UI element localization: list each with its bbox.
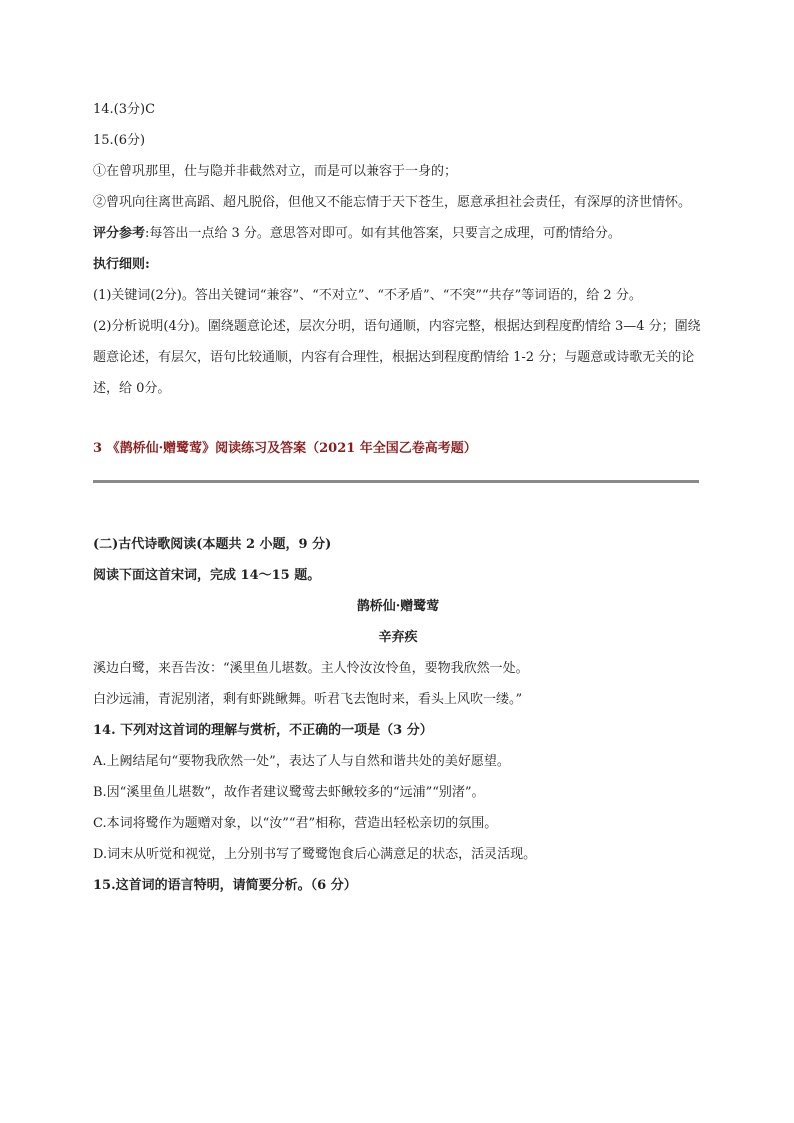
spacer	[93, 483, 703, 529]
exercise-heading: (二)古代诗歌阅读(本题共 2 小题，9 分)	[93, 537, 332, 552]
poem-line-1: 溪边白鹭，来吾告汝：“溪里鱼儿堪数。主人怜汝汝怜鱼，要物我欣然一处。	[93, 661, 529, 676]
document-page	[93, 94, 703, 901]
answer-q14: 14.(3分)C	[93, 102, 156, 117]
poem-line-2: 白沙远浦，青泥别渚，剩有虾跳鳅舞。听君飞去饱时来，看头上风吹一缕。”	[93, 692, 523, 707]
exercise-instruction: 阅读下面这首宋词，完成 14～15 题。	[93, 568, 321, 583]
answer-q15: 15.(6分)	[93, 133, 146, 148]
rules-heading: 执行细则:	[93, 257, 150, 272]
option-d: D.词末从听觉和视觉，上分别书写了鹭鹭饱食后心满意足的状态，活灵活现。	[93, 847, 537, 862]
option-c: C.本词将鹭作为题赠对象，以“汝”“君”相称，营造出轻松亲切的氛围。	[93, 816, 498, 831]
scoring-label: 评分参考	[93, 226, 146, 241]
rule-2: (2)分析说明(4分)。圍绕题意论述，层次分明，语句通顺，内容完整，根据达到程度酌情给 3—4 分；圍绕题意论述，有层欠，语句比较通顺，内容有合理性，根据达到程度酌情给 1-2 分；与题意或诗歌无关的论述，给 0分。	[93, 319, 701, 396]
option-a: A.上阙结尾句“要物我欣然一处”，表达了人与自然和谐共处的美好愿望。	[93, 754, 510, 769]
question-14: 14. 下列对这首词的理解与赏析，不正确的一项是（3 分）	[93, 723, 433, 738]
scoring-text: :每答出一点给 3 分。意思答对即可。如有其他答案，只要言之成理，可酌情给分。	[145, 226, 621, 241]
question-15: 15.这首词的语言特明，请简要分析。（6 分）	[93, 878, 357, 893]
scoring-reference	[93, 218, 703, 249]
section-title-link[interactable]: 3 《鹊桥仙·赠鹭莺》阅读练习及答案（2021 年全国乙卷高考题）	[93, 441, 477, 456]
answer-point-2: ②曾巩向往离世高蹈、超凡脱俗，但他又不能忘情于天下苍生，愿意承担社会责任，有深厚的济世情怀。	[93, 195, 692, 210]
poem-title: 鹊桥仙·赠鹭莺	[356, 599, 440, 614]
answer-point-1: ①在曾巩那里，仕与隐并非截然对立，而是可以兼容于一身的；	[93, 164, 458, 179]
poem-author: 辛弃疾	[378, 630, 418, 645]
rule-1: (1)关键词(2分)。答出关键词“兼容”、“不对立”、“不矛盾”、“不突”“共存”等词语的，给 2 分。	[93, 288, 642, 303]
option-b: B.因“溪里鱼儿堪数”，故作者建议鹭莺去虾鳅较多的“远浦”“别渚”。	[93, 785, 485, 800]
